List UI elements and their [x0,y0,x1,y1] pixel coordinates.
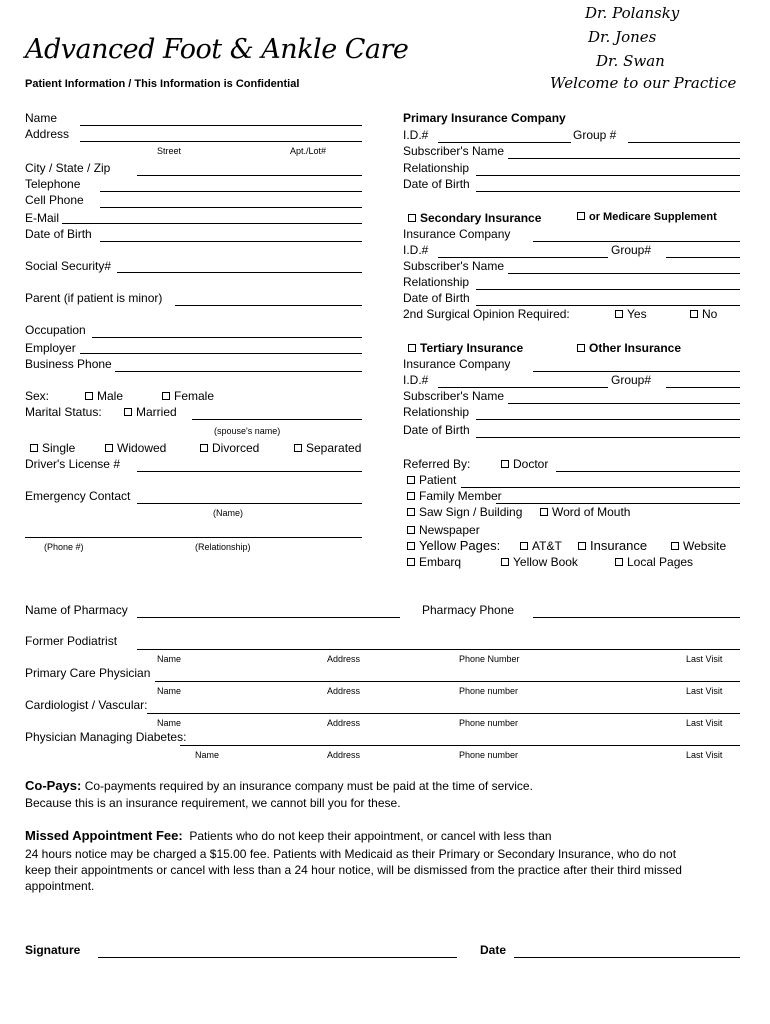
checkbox-icon [407,558,415,566]
checkbox-icon [520,542,528,550]
tertiary-dob-label: Date of Birth [403,423,470,437]
single-checkbox[interactable]: Single [30,441,75,455]
referral-doctor-field[interactable] [556,471,740,472]
name-field[interactable] [80,125,362,126]
col-name-hint: Name [157,686,182,696]
checkbox-icon [540,508,548,516]
secondary-company-field[interactable] [533,241,740,242]
license-field[interactable] [137,471,362,472]
primary-group-field[interactable] [628,142,740,143]
podiatrist-label: Former Podiatrist [25,634,118,648]
checkbox-icon [407,492,415,500]
form-title: Advanced Foot & Ankle Care [25,34,409,65]
spouse-hint: (spouse's name) [214,426,281,436]
secondary-relationship-field[interactable] [476,289,740,290]
city-label: City / State / Zip [25,161,111,175]
email-label: E-Mail [25,211,60,225]
referral-word-checkbox[interactable]: Word of Mouth [540,505,630,519]
doctor-name: Dr. Swan [596,52,665,70]
widowed-checkbox[interactable]: Widowed [105,441,166,455]
referred-by-label: Referred By: [403,457,471,471]
emergency-label: Emergency Contact [25,489,131,503]
checkbox-icon [294,444,302,452]
checkbox-icon [30,444,38,452]
primary-subscriber-label: Subscriber's Name [403,144,504,158]
signature-label: Signature [25,943,81,957]
married-checkbox[interactable]: Married [124,405,177,419]
col-address-hint: Address [327,718,361,728]
doctor-name: Dr. Jones [588,28,657,46]
phone-hint: (Phone #) [44,542,84,552]
primary-care-label: Primary Care Physician [25,666,151,680]
cardiologist-field[interactable] [147,713,740,714]
pharmacy-label: Name of Pharmacy [25,603,128,617]
cell-label: Cell Phone [25,193,84,207]
copays-text: Co-payments required by an insurance company must be paid at the time of service. [84,779,533,793]
checkbox-icon [162,392,170,400]
col-phone-hint: Phone number [459,750,519,760]
copays-line [25,778,533,793]
col-phone-hint: Phone number [459,718,519,728]
tertiary-insurance-checkbox[interactable]: Tertiary Insurance [408,341,523,355]
referral-doctor-checkbox[interactable]: Doctor [501,457,548,471]
referral-embarq-checkbox[interactable]: Embarq [407,555,461,569]
tertiary-company-field[interactable] [533,371,740,372]
parent-field[interactable] [175,305,362,306]
sex-label: Sex: [25,389,50,403]
secondary-dob-field[interactable] [476,305,740,306]
tertiary-relationship-label: Relationship [403,405,470,419]
primary-dob-label: Date of Birth [403,177,470,191]
opinion-no-checkbox[interactable]: No [690,307,717,321]
checkbox-icon [671,542,679,550]
checkbox-icon [577,344,585,352]
primary-id-label: I.D.# [403,128,429,142]
checkbox-icon [407,526,415,534]
checkbox-icon [578,542,586,550]
apt-hint: Apt./Lot# [290,146,327,156]
col-address-hint: Address [327,686,361,696]
col-last-visit-hint: Last Visit [686,750,723,760]
emergency-name-field[interactable] [137,503,362,504]
primary-group-label: Group # [573,128,617,142]
secondary-group-field[interactable] [666,257,740,258]
medicare-checkbox[interactable]: or Medicare Supplement [577,211,717,223]
referral-insurance-checkbox[interactable]: Insurance [578,538,647,553]
podiatrist-field[interactable] [137,649,740,650]
tertiary-group-field[interactable] [666,387,740,388]
emergency-name-hint: (Name) [213,508,244,518]
referral-yellow-book-checkbox[interactable]: Yellow Book [501,555,578,569]
dob-field[interactable] [100,241,362,242]
spouse-field[interactable] [192,419,362,420]
checkbox-icon [501,558,509,566]
checkbox-icon [124,408,132,416]
email-field[interactable] [62,223,362,224]
checkbox-icon [615,310,623,318]
other-insurance-checkbox[interactable]: Other Insurance [577,341,681,355]
secondary-subscriber-label: Subscriber's Name [403,259,504,273]
tertiary-subscriber-field[interactable] [508,403,740,404]
checkbox-icon [501,460,509,468]
tertiary-group-label: Group# [611,373,652,387]
parent-label: Parent (if patient is minor) [25,291,163,305]
col-name-hint: Name [157,718,182,728]
primary-dob-field[interactable] [476,191,740,192]
secondary-relationship-label: Relationship [403,275,470,289]
address-label: Address [25,127,70,141]
col-phone-hint: Phone number [459,686,519,696]
secondary-company-label: Insurance Company [403,227,511,241]
divorced-checkbox[interactable]: Divorced [200,441,259,455]
checkbox-icon [85,392,93,400]
col-name-hint: Name [195,750,220,760]
form-subtitle: Patient Information / This Information is Confidential [25,78,300,90]
referral-patient-field[interactable] [461,487,740,488]
business-phone-field[interactable] [115,371,362,372]
cell-field[interactable] [100,207,362,208]
checkbox-icon [615,558,623,566]
separated-checkbox[interactable]: Separated [294,441,361,455]
secondary-dob-label: Date of Birth [403,291,470,305]
date-field[interactable] [514,957,740,958]
tertiary-id-field[interactable] [438,387,608,388]
checkbox-icon [105,444,113,452]
occupation-field[interactable] [92,337,362,338]
col-last-visit-hint: Last Visit [686,686,723,696]
copays-label: Co-Pays: [25,778,82,793]
checkbox-icon [407,542,415,550]
diabetes-label: Physician Managing Diabetes: [25,730,187,744]
diabetes-field[interactable] [180,745,740,746]
pharmacy-phone-field[interactable] [533,617,740,618]
referral-patient-checkbox[interactable]: Patient [407,473,456,487]
tertiary-subscriber-label: Subscriber's Name [403,389,504,403]
secondary-insurance-checkbox[interactable]: Secondary Insurance [408,211,541,225]
relationship-hint: (Relationship) [195,542,251,552]
referral-family-field[interactable] [496,503,740,504]
missed-text-2: 24 hours notice may be charged a $15.00 fee. Patients with Medicaid as their Primary or Secondary Insurance, who do not keep their appointments or cancel with less than a 24 hour notice, will be dismissed from the practice after their third missed appointment. [25,847,682,893]
primary-relationship-label: Relationship [403,161,470,175]
telephone-label: Telephone [25,177,81,191]
checkbox-icon [690,310,698,318]
address-field[interactable] [80,141,362,142]
primary-care-field[interactable] [155,681,740,682]
welcome-text: Welcome to our Practice [550,74,737,92]
referral-local-pages-checkbox[interactable]: Local Pages [615,555,693,569]
referral-att-checkbox[interactable]: AT&T [520,539,562,553]
telephone-field[interactable] [100,191,362,192]
checkbox-icon [408,344,416,352]
col-address-hint: Address [327,750,361,760]
emergency-phone-field[interactable] [25,537,362,538]
primary-subscriber-field[interactable] [508,158,740,159]
secondary-subscriber-field[interactable] [508,273,740,274]
pharmacy-field[interactable] [137,617,400,618]
referral-sign-checkbox[interactable]: Saw Sign / Building [407,505,522,519]
primary-id-field[interactable] [438,142,571,143]
employer-label: Employer [25,341,76,355]
signature-field[interactable] [98,957,457,958]
ssn-field[interactable] [117,272,362,273]
cardiologist-label: Cardiologist / Vascular: [25,698,148,712]
doctor-name: Dr. Polansky [585,4,680,22]
opinion-label: 2nd Surgical Opinion Required: [403,307,570,321]
license-label: Driver's License # [25,457,120,471]
secondary-id-field[interactable] [438,257,608,258]
referral-family-checkbox[interactable]: Family Member [407,489,502,503]
opinion-yes-checkbox[interactable]: Yes [615,307,647,321]
secondary-group-label: Group# [611,243,652,257]
secondary-id-label: I.D.# [403,243,429,257]
date-label: Date [480,943,507,957]
missed-label: Missed Appointment Fee: [25,828,183,843]
tertiary-id-label: I.D.# [403,373,429,387]
missed-line [25,828,552,843]
col-address-hint: Address [327,654,361,664]
primary-relationship-field[interactable] [476,175,740,176]
checkbox-icon [407,508,415,516]
checkbox-icon [407,476,415,484]
col-phone-hint: Phone Number [459,654,520,664]
name-label: Name [25,111,58,125]
employer-field[interactable] [80,353,362,354]
tertiary-relationship-field[interactable] [476,419,740,420]
tertiary-company-label: Insurance Company [403,357,511,371]
copays-text-2: Because this is an insurance requirement, we cannot bill you for these. [25,796,401,810]
primary-insurance-heading: Primary Insurance Company [403,111,566,125]
marital-label: Marital Status: [25,405,102,419]
missed-text: Patients who do not keep their appointment, or cancel with less than [189,829,552,843]
street-hint: Street [157,146,182,156]
occupation-label: Occupation [25,323,86,337]
referral-yellow-pages-checkbox[interactable]: Yellow Pages: [407,538,500,553]
checkbox-icon [408,214,416,222]
checkbox-icon [200,444,208,452]
pharmacy-phone-label: Pharmacy Phone [422,603,515,617]
ssn-label: Social Security# [25,259,112,273]
business-phone-label: Business Phone [25,357,112,371]
referral-newspaper-checkbox[interactable]: Newspaper [407,523,480,537]
dob-label: Date of Birth [25,227,92,241]
col-name-hint: Name [157,654,182,664]
tertiary-dob-field[interactable] [476,437,740,438]
col-last-visit-hint: Last Visit [686,654,723,664]
female-checkbox[interactable]: Female [162,389,214,403]
checkbox-icon [577,212,585,220]
city-field[interactable] [137,175,362,176]
referral-website-checkbox[interactable]: Website [671,539,726,553]
col-last-visit-hint: Last Visit [686,718,723,728]
male-checkbox[interactable]: Male [85,389,123,403]
